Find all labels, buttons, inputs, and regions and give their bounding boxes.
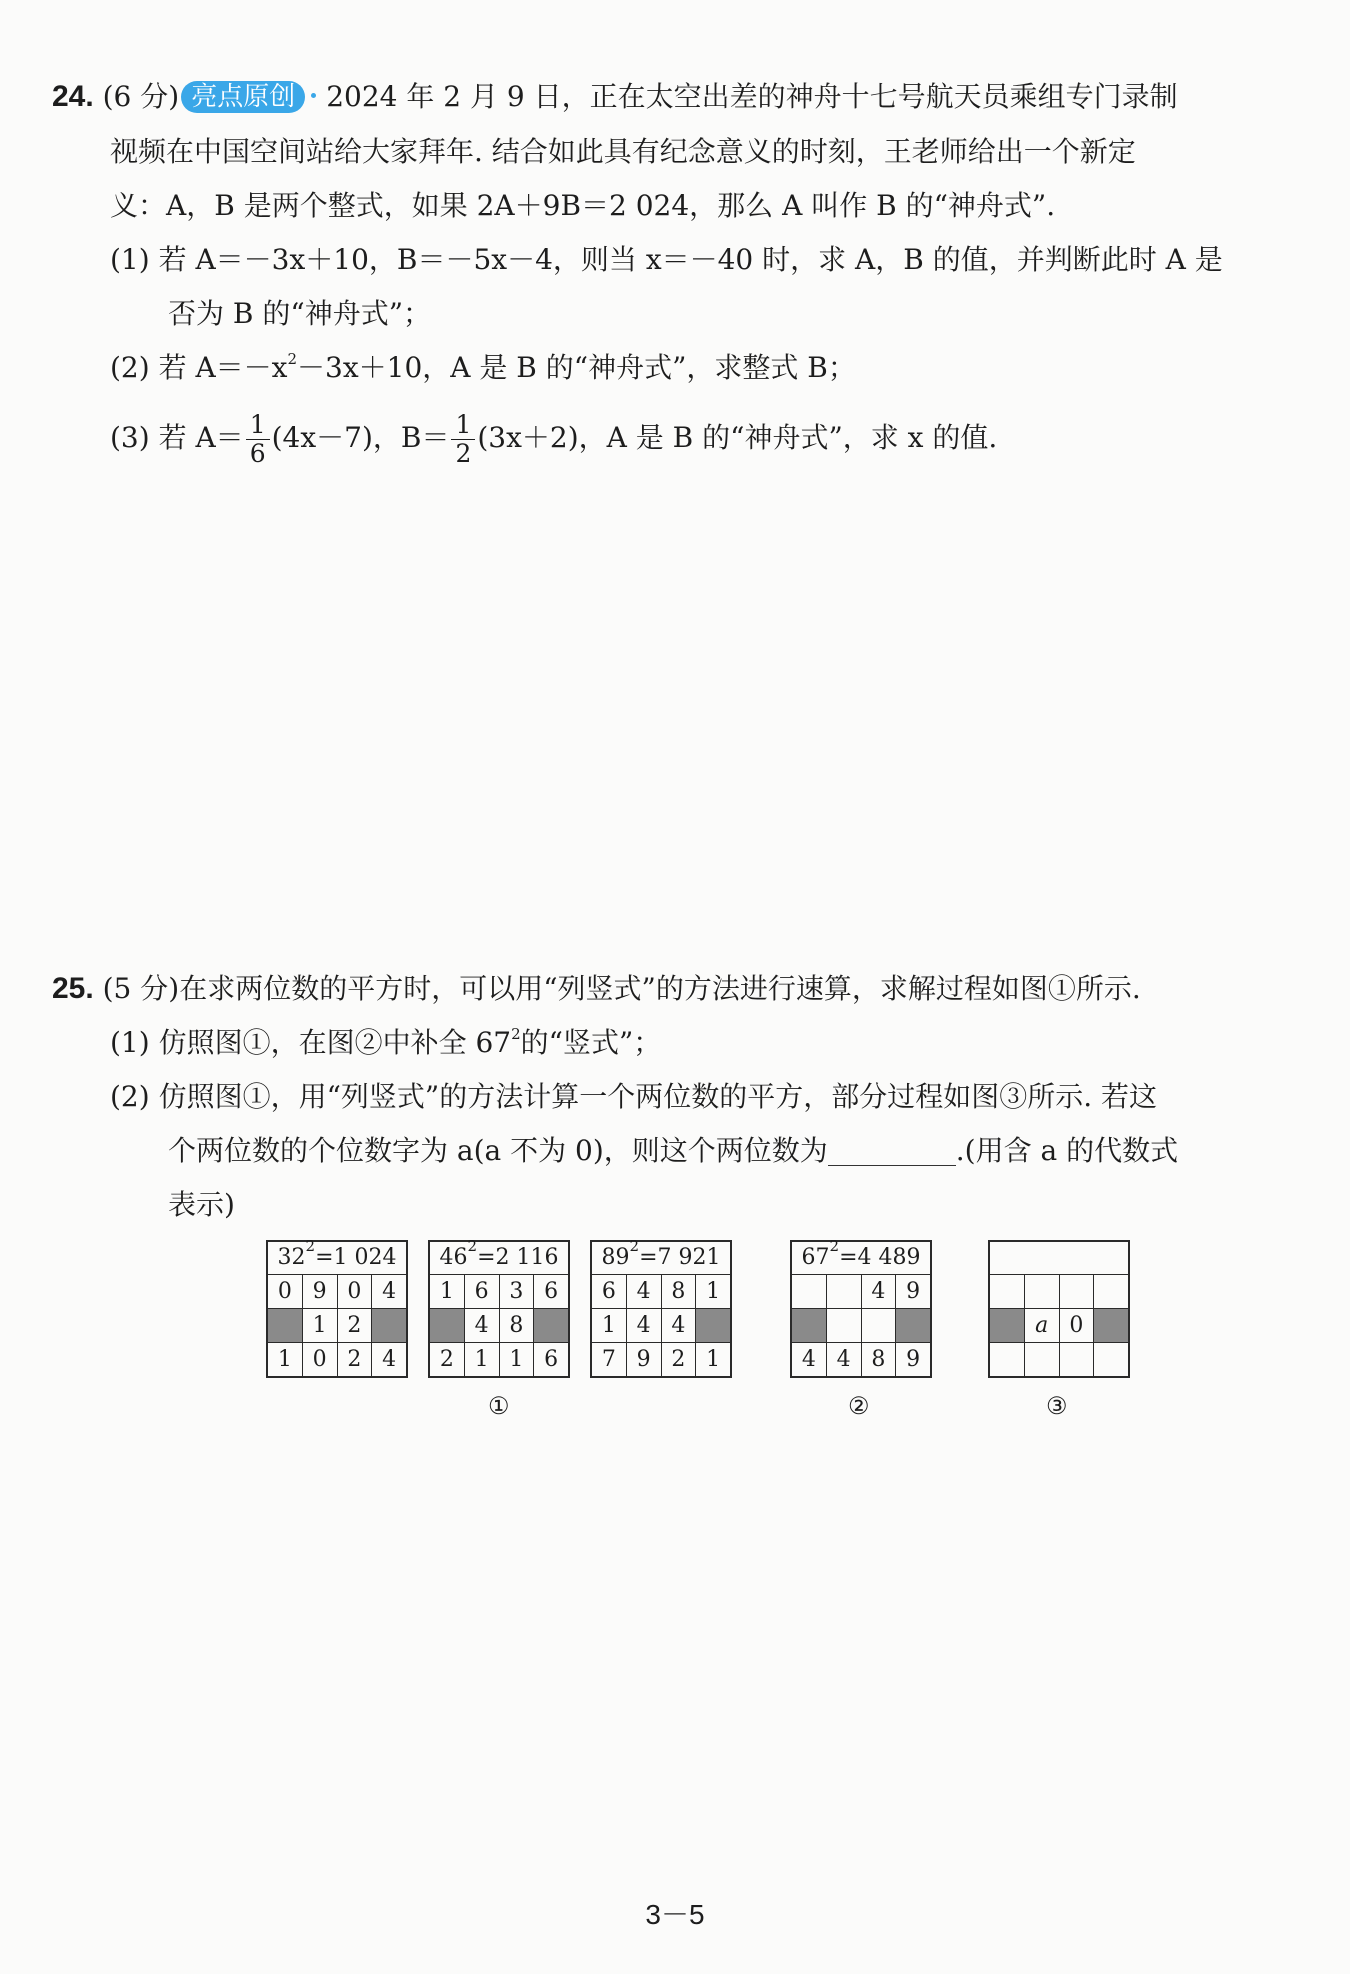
table-cell [1094,1343,1128,1376]
table-row [792,1309,930,1343]
fig-label-3: ③ [1046,1392,1068,1420]
q24-part2-pre: (2) 若 A＝－x [110,351,288,384]
calc-table-1 [266,1237,408,1378]
table-cell [430,1309,465,1342]
table-cell: 1 [430,1275,465,1308]
table-cell: 9 [303,1275,338,1308]
table-cell: 4 [627,1309,662,1342]
table-header [792,1237,930,1275]
table-row [430,1309,568,1343]
table-cell: 1 [706,1347,721,1372]
table-cell: 4 [827,1343,862,1376]
q25-intro: (5 分)在求两位数的平方时，可以用“列竖式”的方法进行速算，求解过程如图①所示. [102,972,1141,1005]
table-row [268,1309,406,1343]
table-cell: 4 [662,1309,697,1342]
table-cell [792,1275,827,1308]
table-cell: 1 [268,1343,303,1376]
table-cell: 0 [338,1275,373,1308]
table-cell: 2 [662,1343,697,1376]
table-cell: 2 [430,1343,465,1376]
table-cell: 7 [592,1343,627,1376]
table-row [792,1343,930,1376]
table-base: 67 [801,1245,830,1270]
q24-part3-a: (3) 若 A＝ [110,421,244,454]
table-base: 46 [439,1245,468,1270]
table-row [592,1275,730,1309]
table-cell: 4 [465,1309,500,1342]
q25-part1 [110,1026,661,1060]
q24-intro-1: 2024 年 2 月 9 日，正在太空出差的神舟十七号航天员乘组专门录制 [326,80,1178,113]
table-cell: 6 [544,1347,559,1372]
table-cell: 8 [862,1343,897,1376]
q24-part3-b: (4x－7)，B＝ [271,421,450,454]
q25-part2-line3: 表示) [168,1188,235,1221]
table-cell: 1 [706,1279,721,1304]
table-cell: 0 [1060,1309,1095,1342]
table-base: 89 [601,1245,630,1270]
table-cell: 6 [465,1275,500,1308]
q25-part1-sup: 2 [511,1025,521,1043]
table-cell: 9 [906,1347,921,1372]
table-cell: 4 [382,1279,397,1304]
table-cell: 2 [338,1309,373,1342]
table-exp: 2 [467,1237,478,1255]
table-cell [990,1309,1025,1342]
table-cell [827,1309,862,1342]
frac2-den: 2 [455,439,472,468]
table-cell: 3 [500,1275,535,1308]
table-cell: 8 [500,1309,535,1342]
q24-line1 [52,80,1178,114]
frac1-num: 1 [246,411,270,440]
q24-part3 [110,408,997,468]
fig-label-1: ① [488,1392,510,1420]
calc-table-2 [428,1237,570,1378]
table-header [990,1242,1128,1275]
calc-table-3 [590,1237,732,1378]
table-cell [827,1275,862,1308]
table-cell [896,1309,930,1342]
table-cell [990,1275,1025,1308]
table-cell [1025,1275,1060,1308]
table-exp: 2 [305,1237,316,1255]
table-cell: 6 [592,1275,627,1308]
table-cell [1094,1275,1128,1308]
calc-table-5 [988,1240,1130,1378]
table-cell: 6 [544,1279,559,1304]
fraction-one-half [451,411,475,468]
table-exp: 2 [629,1237,640,1255]
fig-label-2: ② [848,1392,870,1420]
table-row [990,1309,1128,1343]
table-cell: 8 [662,1275,697,1308]
q24-intro-2: 视频在中国空间站给大家拜年. 结合如此具有纪念意义的时刻，王老师给出一个新定 [110,135,1136,168]
table-cell: a [1025,1309,1060,1342]
table-cell: 2 [338,1343,373,1376]
table-cell [696,1309,730,1342]
table-row [792,1275,930,1309]
table-cell: 4 [627,1275,662,1308]
table-cell [1094,1309,1128,1342]
table-cell [268,1309,303,1342]
table-cell: 4 [792,1343,827,1376]
fraction-one-sixth [246,411,270,468]
table-exp: 2 [829,1237,840,1255]
table-cell: 1 [303,1309,338,1342]
q25-part1-post: 的“竖式”； [520,1026,662,1059]
q24-points: (6 分) [102,80,180,113]
table-row [430,1275,568,1309]
frac1-den: 6 [249,439,266,468]
table-result: =7 921 [639,1245,721,1270]
table-cell: 1 [500,1343,535,1376]
table-result: =4 489 [839,1245,921,1270]
answer-blank[interactable] [828,1137,956,1166]
q25-part2-line1: (2) 仿照图①，用“列竖式”的方法计算一个两位数的平方，部分过程如图③所示. 若这 [110,1080,1157,1113]
table-row [990,1343,1128,1376]
q25-part2-post: .(用含 a 的代数式 [955,1134,1179,1167]
table-cell: 0 [268,1275,303,1308]
table-row [268,1343,406,1376]
table-cell [1060,1343,1095,1376]
q25-part2-line2 [168,1134,1178,1168]
q24-number: 24. [52,80,94,113]
table-cell: 9 [906,1279,921,1304]
table-row [592,1343,730,1376]
table-cell [990,1343,1025,1376]
table-cell: 0 [303,1343,338,1376]
table-cell: 4 [862,1275,897,1308]
table-row [592,1309,730,1343]
table-row [268,1275,406,1309]
page-number: 3－5 [645,1899,705,1930]
table-cell [372,1309,406,1342]
table-cell: 1 [592,1309,627,1342]
table-base: 32 [277,1245,306,1270]
q24-part2 [110,351,856,385]
table-row [990,1275,1128,1309]
table-cell: 9 [627,1343,662,1376]
table-result: =2 116 [477,1245,559,1270]
table-result: =1 024 [315,1245,397,1270]
table-cell [862,1309,897,1342]
badge-dot-icon [311,93,316,98]
q24-part1-line1: (1) 若 A＝－3x＋10，B＝－5x－4，则当 x＝－40 时，求 A，B 的值，并判断此时 A 是 [110,243,1223,276]
q25-number: 25. [52,972,94,1005]
table-cell: 1 [465,1343,500,1376]
q24-part2-post: －3x＋10，A 是 B 的“神舟式”，求整式 B； [297,351,856,384]
table-cell: 4 [382,1347,397,1372]
table-cell [792,1309,827,1342]
frac2-num: 1 [451,411,475,440]
q25-part2-pre: 个两位数的个位数字为 a(a 不为 0)，则这个两位数为 [168,1134,828,1167]
calc-table-4 [790,1237,932,1378]
table-cell [1060,1275,1095,1308]
table-cell [1025,1343,1060,1376]
q24-part1-line2: 否为 B 的“神舟式”； [168,297,432,330]
q25-part1-pre: (1) 仿照图①，在图②中补全 67 [110,1026,512,1059]
q25-line1 [52,972,1141,1006]
q24-badge: 亮点原创 [181,81,305,113]
table-header [592,1237,730,1275]
table-header [268,1237,406,1275]
q24-intro-3: 义：A，B 是两个整式，如果 2A＋9B＝2 024，那么 A 叫作 B 的“神舟式”. [110,189,1056,222]
table-cell [534,1309,568,1342]
q24-part2-sup: 2 [287,350,298,368]
table-row [430,1343,568,1376]
table-header [430,1237,568,1275]
q24-part3-c: (3x＋2)，A 是 B 的“神舟式”，求 x 的值. [477,421,998,454]
